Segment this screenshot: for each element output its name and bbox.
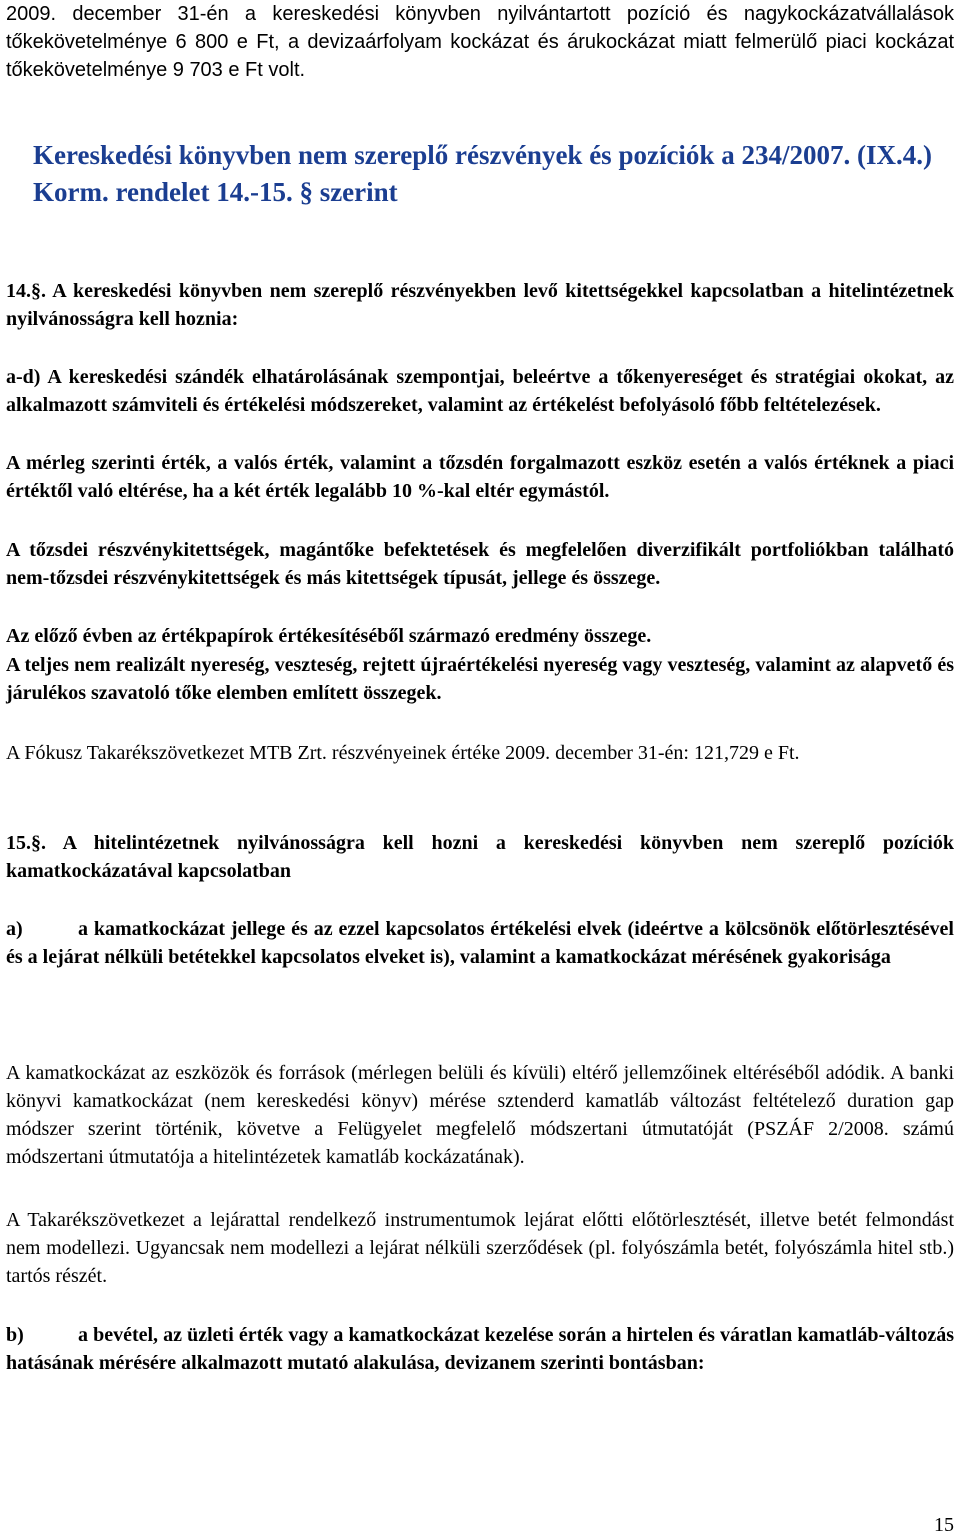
paragraph-elozo-ev: Az előző évben az értékpapírok értékesítéséből származó eredmény összege. [6, 625, 652, 647]
intro-paragraph: 2009. december 31-én a kereskedési könyvben nyilvántartott pozíció és nagykockázatvállalások tőkekövetelménye 6 800 e Ft, a devizaárfolyam kockázat és árukockázat miatt felmerülő piaci kockázat tőkekövetelménye 9 703 e Ft volt. [6, 3, 954, 81]
paragraph-14-title: 14.§. A kereskedési könyvben nem szereplő részvényekben levő kitettségekkel kapcsolatban a hitelintézetnek nyilvánosságra kell hoznia: [6, 280, 954, 330]
paragraph-teljes: A teljes nem realizált nyereség, veszteség, rejtett újraértékelési nyereség vagy veszteség, valamint az alapvető és járulékos szavatoló tőke elemben említett összegek. [6, 654, 954, 704]
list-item-b-text: a bevétel, az üzleti érték vagy a kamatkockázat kezelése során a hirtelen és váratlan kamatláb-változás hatásának mérésére alkalmazott mutató alakulása, devizanem szerinti bontásban: [6, 1324, 954, 1374]
paragraph-merleg: A mérleg szerinti érték, a valós érték, valamint a tőzsdén forgalmazott eszköz esetén a valós értéknek a piaci értéktől való eltérése, ha a két érték legalább 10 %-kal eltér egymástól. [6, 452, 954, 502]
page-number: 15 [934, 1514, 954, 1536]
paragraph-tozsdei: A tőzsdei részvénykitettségek, magántőke befektetések és megfelelően diverzifikált portfoliókban található nem-tőzsdei részvénykitettségek és más kitettségek típusát, jellege és összege. [6, 539, 954, 589]
list-item-b-label: b) [6, 1324, 24, 1346]
paragraph-kamatkockazat: A kamatkockázat az eszközök és források (mérlegen belüli és kívüli) eltérő jellemzőinek eltéréséből adódik. A banki könyvi kamatkockázat (nem kereskedési könyv) mérése sztenderd kamatláb változást feltételező duration gap módszer szerint történik, követve a Felügyelet megfelelő módszertani útmutatóját (PSZÁF 2/2008. számú módszertani útmutatója a hitelintézetek kamatláb kockázatának). [6, 1062, 954, 1168]
list-item-a [6, 915, 954, 971]
list-item-b [6, 1321, 954, 1377]
section-heading: Kereskedési könyvben nem szereplő részvények és pozíciók a 234/2007. (IX.4.) Korm. rendelet 14.-15. § szerint [33, 140, 932, 207]
paragraph-fokusz: A Fókusz Takarékszövetkezet MTB Zrt. részvényeinek értéke 2009. december 31-én: 121,729 e Ft. [6, 742, 800, 764]
list-item-a-text: a kamatkockázat jellege és az ezzel kapcsolatos értékelési elvek (ideértve a kölcsönök előtörlesztésével és a lejárat nélküli betétekkel kapcsolatos elveket is), valamint a kamatkockázat mérésének gyakorisága [6, 918, 954, 968]
paragraph-takarekszovetkezet: A Takarékszövetkezet a lejárattal rendelkező instrumentumok lejárat előtti előtörlesztését, illetve betét felmondást nem modellezi. Ugyancsak nem modellezi a lejárat nélküli szerződések (pl. folyószámla betét, folyószámla hitel stb.) tartós részét. [6, 1209, 954, 1287]
list-item-a-label: a) [6, 918, 23, 940]
paragraph-15-title: 15.§. A hitelintézetnek nyilvánosságra kell hozni a kereskedési könyvben nem szereplő pozíciók kamatkockázatával kapcsolatban [6, 832, 954, 882]
paragraph-a-d: a-d) A kereskedési szándék elhatárolásának szempontjai, beleértve a tőkenyereséget és stratégiai okokat, az alkalmazott számviteli és értékelési módszereket, valamint az értékelést befolyásoló főbb feltételezések. [6, 366, 954, 416]
